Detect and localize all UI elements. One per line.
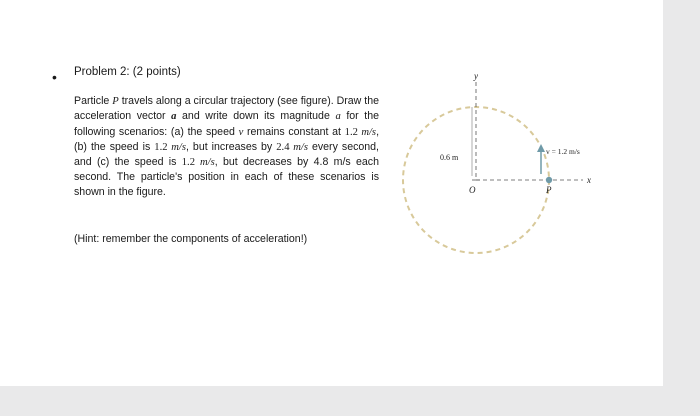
paragraph-segment: , but increases by [185,140,277,153]
origin-label: O [469,185,476,195]
paragraph-segment: m/s [357,126,377,138]
paragraph-segment: for the following scenarios: (a) the speed [74,110,380,138]
problem-description [74,94,379,199]
x-axis-label: x [587,175,591,185]
problem-title: Problem 2: (2 points) [74,66,181,78]
hint-text: (Hint: remember the components of acceleration!) [74,233,308,245]
paragraph-segment: P [112,96,119,107]
paragraph-segment: a [171,111,177,123]
paragraph-segment: a [335,111,341,123]
paragraph-segment: v [238,126,244,138]
paragraph-segment: Particle [74,95,113,107]
paragraph-segment: , (b) the speed is [74,125,380,153]
paragraph-segment: 1.2 [154,141,168,153]
paragraph-segment: 2.4 [276,141,290,153]
paragraph-segment: travels along a circular trajectory (see figure). Draw the acceleration vector [74,95,380,123]
radius-label: 0.6 m [440,153,459,162]
point-p-label: P [546,185,552,195]
paragraph-segment: and write down its magnitude [176,110,336,123]
y-axis-label: y [474,71,478,81]
paragraph-segment: , but decreases by 4.8 m/s each second. The particle's position in each of these scenarios is shown in the figure. [74,156,379,198]
velocity-label: v = 1.2 m/s [546,147,580,156]
velocity-arrowhead [537,144,545,152]
circular-trajectory-figure [398,62,598,262]
paragraph-segment: every second, and (c) the speed is [74,140,379,169]
list-bullet: • [52,69,57,85]
paragraph-segment: m/s [167,141,186,153]
paragraph-segment: m/s [195,157,215,169]
paragraph-segment: remains constant at [243,125,345,138]
paragraph-segment: 1.2 [181,157,195,169]
point-p-marker [546,177,552,183]
paragraph-segment: m/s [289,141,308,153]
paragraph-segment: 1.2 [344,126,358,138]
